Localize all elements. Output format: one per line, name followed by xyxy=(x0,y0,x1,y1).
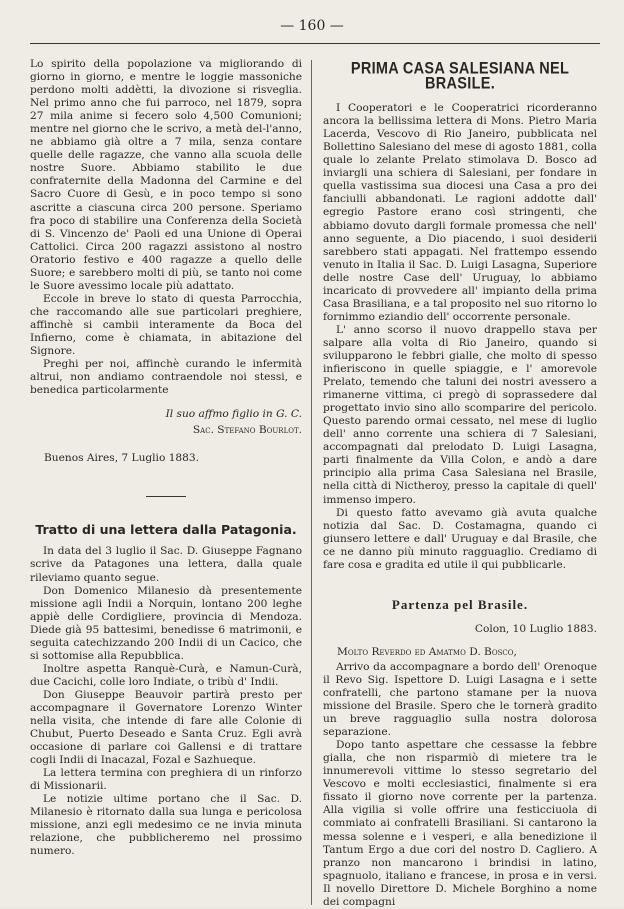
dateline: Colon, 10 Luglio 1883. xyxy=(474,622,597,635)
paragraph: La lettera termina con preghiera di un rinforzo di Missionarii. xyxy=(30,767,302,793)
paragraph: Lo spirito della popolazione va migliorando di giorno in giorno, e mentre le loggie massoniche perdono molti addètti, la divozione si risveglia. Nel primo anno che fui parroco, nel 1879, sopra 27 mila anime si fecero solo 4,500 Comunioni; mentre nel giorno che le scrivo, a metà del-l'anno, ne abbiamo già oltre a 7 mila, senza contare quelle delle ragazze, che vanno alla scuola delle nostre Suore. Abbiamo stabilito le due confraternite della Madonna del Carmine e del Sacro Cuore di Gesù, e in poco tempo si sono ascritte a ciascuna circa 200 persone. Speriamo fra poco di stabilire una Conferenza della Società di S. Vincenzo de' Paoli ed una Unione di Operai Cattolici. Circa 200 ragazzi assistono al nostro Oratorio festivo e 400 ragazze a quello delle Suore; e sarebbero molti di più, se tanto noi come le Suore avessimo locale più adattato. xyxy=(30,58,302,292)
dateline: Buenos Aires, 7 Luglio 1883. xyxy=(44,452,200,465)
paragraph: Don Domenico Milanesio dà presentemente missione agli Indii a Norquin, lontano 200 leghe appiè delle Cordigliere, provincia di Mendoza. Diede già 95 battesimi, benedisse 6 matrimonii, e seguita catechizzando 200 Indii di un Cacico, che si sottomise alla Repubblica. xyxy=(30,584,302,662)
paragraph: Arrivo da accompagnare a bordo dell' Orenoque il Revo Sig. Ispettore D. Luigi Lasagna e i sette confratelli, che partono stamane per la nuova missione del Brasile. Spero che le tornerà gradito un breve ragguaglio sulla nostra dolorosa separazione. xyxy=(323,660,597,739)
salutation: Molto Reverdo ed Amatmo D. Bosco, xyxy=(337,645,517,658)
page-number: — 160 — xyxy=(280,18,344,34)
paragraph: L' anno scorso il nuovo drappello stava per salpare alla volta di Rio Janeiro, quando si svilupparono le febbri gialle, che molto di spesso infieriscono in quelle spiaggie, e l' amorevole Prelato, temendo che taluni dei nostri avessero a rimanerne vittima, ci pregò di soprassedere dal progettato invio sino allo scomparire del pericolo. Questo parendo ormai cessato, nel mese di luglio dell' anno corrente una schiera di 7 Salesiani, accompagnati dal prelodato D. Luigi Lasagna, parti finalmente da Villa Colon, e andò a dare principio alla prima Casa Salesiana nel Brasile, nella città di Nictheroy, presso la capitale di quell' immenso impero. xyxy=(323,323,597,506)
header-rule xyxy=(30,43,600,44)
paragraph: Don Giuseppe Beauvoir partirà presto per accompagnare il Governatore Lorenzo Winter nella visita, che intende di fare alle Colonie di Chubut, Puerto Deseado e Santa Cruz. Egli avrà occasione di parlare coi Gallensi e di trattare cogli Indii di Inacazal, Fozal e Sazhueque. xyxy=(30,688,302,767)
article-title: Tratto di una lettera dalla Patagonia. xyxy=(35,522,297,538)
left-column xyxy=(30,58,302,859)
paragraph: In data del 3 luglio il Sac. D. Giuseppe Fagnano scrive da Patagones una lettera, dalla quale rileviamo quanto segue. xyxy=(30,545,302,584)
paragraph: Le notizie ultime portano che il Sac. D. Milanesio è ritornato dalla sua lunga e pericolosa missione, anzi egli medesimo ce ne invia minuta relazione, che pubblicheremo nel prossimo numero. xyxy=(30,793,302,858)
column-divider xyxy=(311,60,312,905)
article-title: Partenza pel Brasile. xyxy=(391,596,529,612)
article-title: PRIMA CASA SALESIANA NEL BRASILE. xyxy=(350,59,570,94)
paragraph: Dopo tanto aspettare che cessasse la febbre gialla, che non risparmiò di mietere tra le innumerevoli vittime lo stesso segretario del Vescovo e molti ecclesiastici, finalmente si era fissato il giorno nove corrente per la partenza. Alla vigilia si volle offrire una festicciuola di commiato ai confratelli Brasiliani. Si cantarono la messa solenne e i vesperi, e alla benedizione il Tantum Ergo a due cori del nostro D. Cagliero. A pranzo non mancarono i brindisi in latino, spagnuolo, italiano e francese, in prosa e in versi. Il novello Direttore D. Michele Borghino a nome dei compagni xyxy=(323,739,597,908)
signature-closing: Il suo affmo figlio in G. C. xyxy=(165,408,302,421)
right-column xyxy=(323,60,597,909)
paragraph: I Cooperatori e le Cooperatrici ricorderanno ancora la bellissima lettera di Mons. Pietro Maria Lacerda, Vescovo di Rio Janeiro, pubblicata nel Bollettino Salesiano del mese di agosto 1881, colla quale lo zelante Prelato stimolava D. Bosco ad inviargli una schiera di Salesiani, per fondare in quella vastissima sua diocesi una Casa a pro dei fanciulli abbandonati. Le ragioni addotte dall' egregio Pastore erano così stringenti, che abbiamo dovuto dargli formale promessa che nell' anno seguente, a Dio piacendo, i suoi desiderii sarebbero stati appagati. Nel frattempo essendo venuto in Italia il Sac. D. Luigi Lasagna, Superiore delle nostre Case dell' Uruguay, lo abbiamo incaricato di provvedere all' impianto della prima Casa Brasiliana, e a tal proposito nel suo ritorno lo fornimmo eziandio dell' occorrente personale. xyxy=(323,102,597,323)
paragraph: Preghi per noi, affinchè curando le infermità altrui, non andiamo contraendole noi stessi, e benedica particolarmente xyxy=(30,358,302,397)
paragraph: Di questo fatto avevamo già avuta qualche notizia dal Sac. D. Costamagna, quando ci giunsero lettere e dall' Uruguay e dal Brasile, che ce ne danno più minuto ragguaglio. Crediamo di fare cosa e gradita ed utile il qui pubblicarle. xyxy=(323,506,597,571)
section-divider xyxy=(146,496,186,497)
paragraph: Eccole in breve lo stato di questa Parrocchia, che raccomando alle sue particolari preghiere, affinchè si cambii interamente da Boca del Infierno, come è chiamata, in abitazione del Signore. xyxy=(30,292,302,358)
signature-name: Sac. Stefano Bourlot. xyxy=(192,424,302,437)
paragraph: Inoltre aspetta Ranquè-Curà, e Namun-Curà, due Cacichi, colle loro Indiate, o tribù d' Indii. xyxy=(30,662,302,688)
